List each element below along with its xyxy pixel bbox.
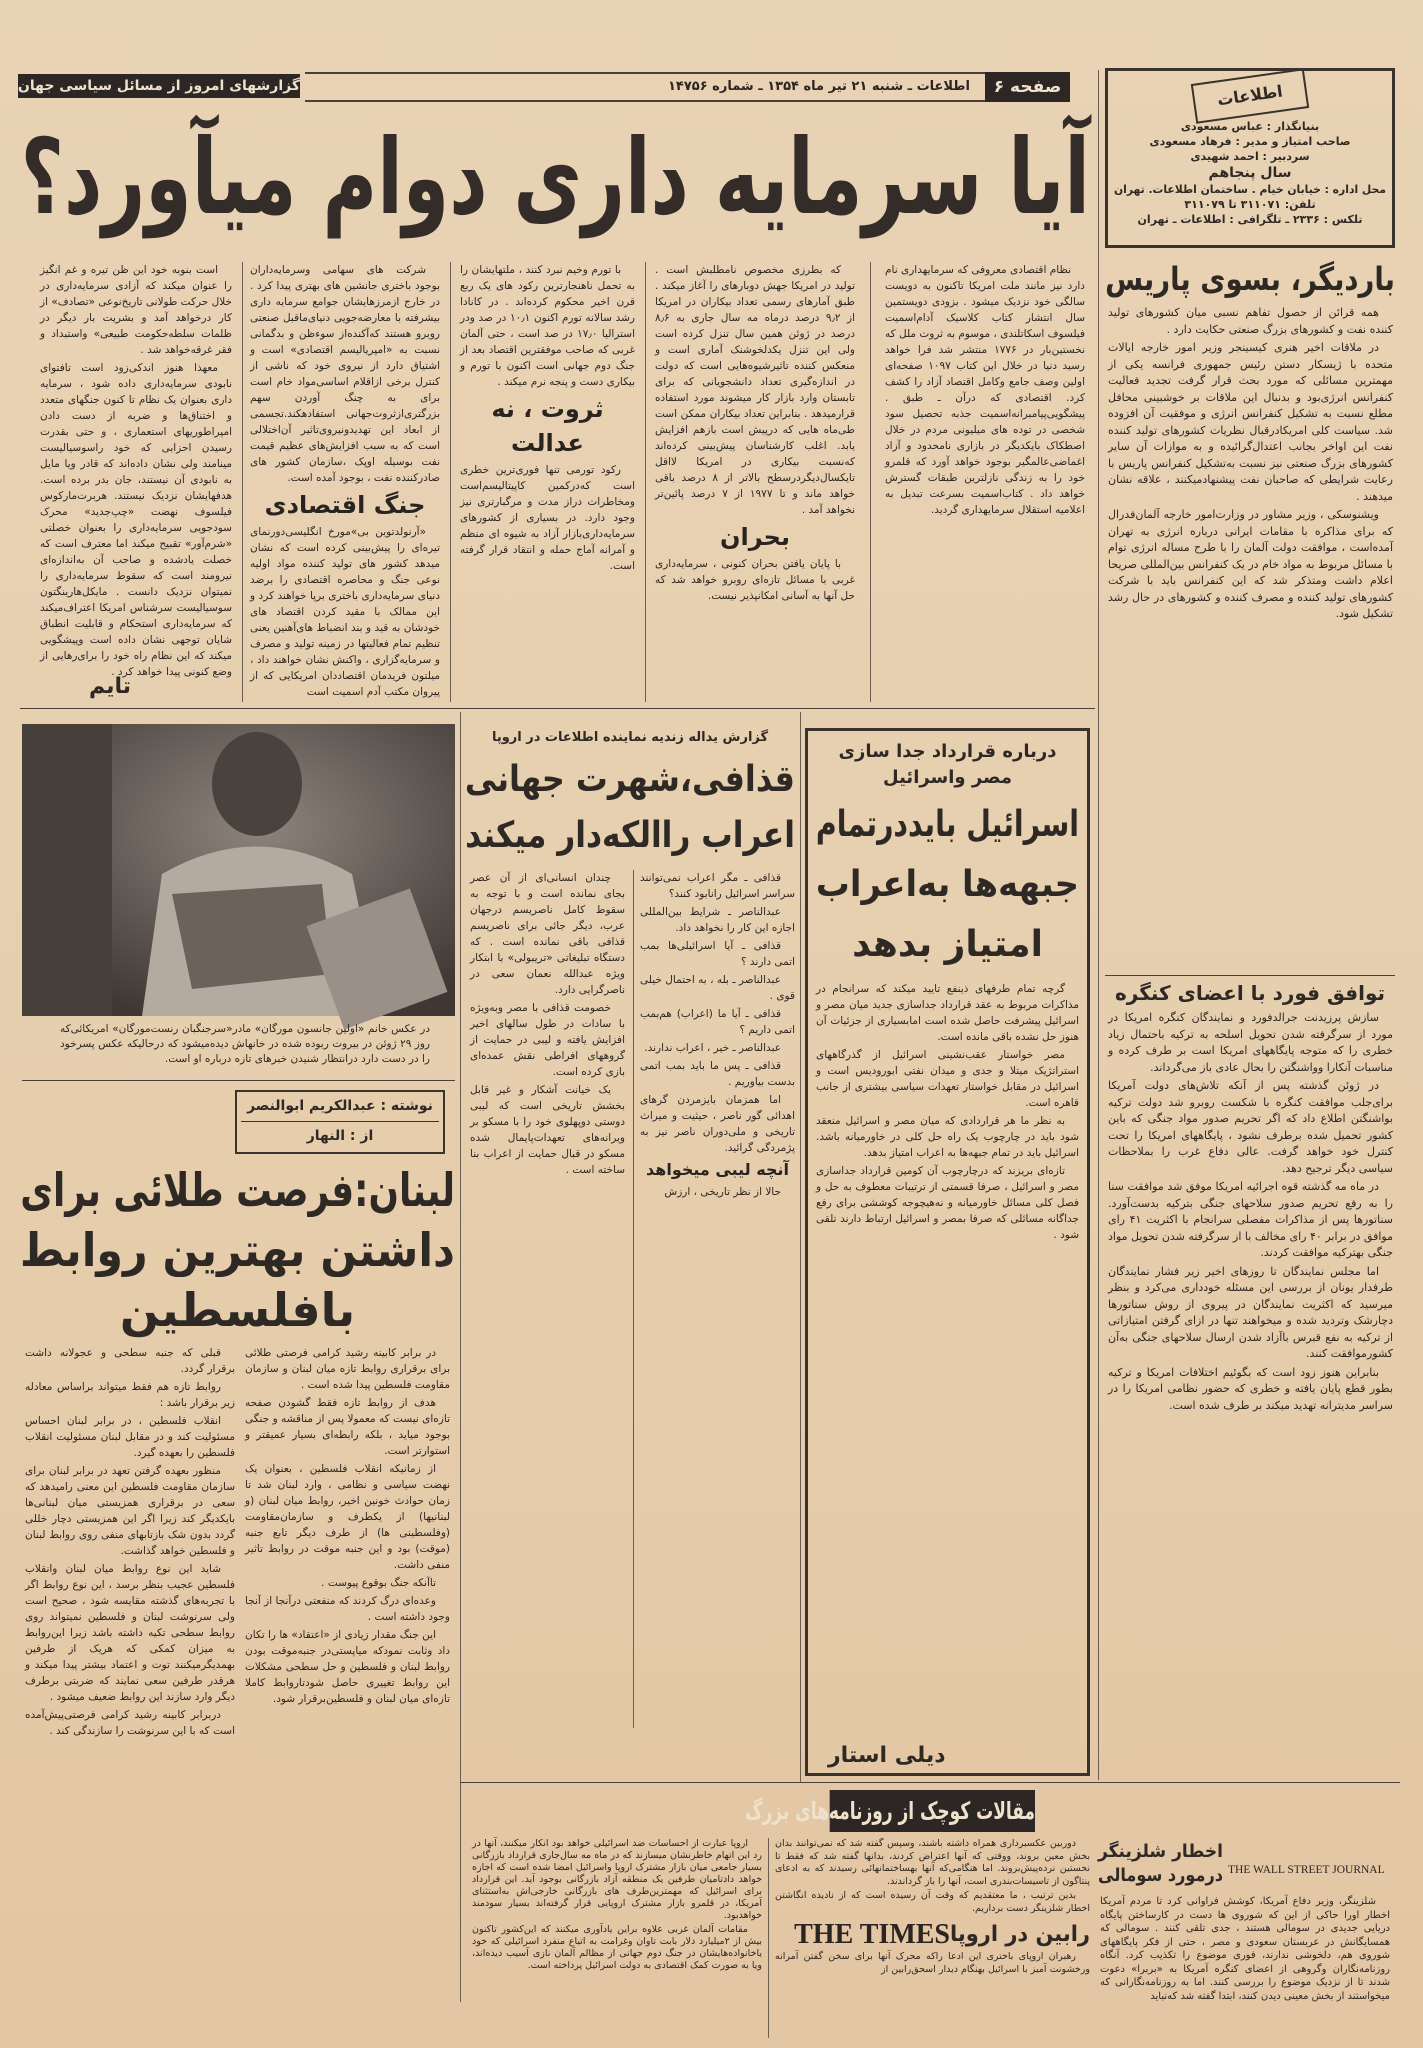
- header-rule-top: [305, 72, 1070, 74]
- column-divider: [450, 262, 451, 702]
- page-number: صفحه ۶: [985, 72, 1070, 102]
- subheading-wealth-not-justice: ثروت ، نه عدالت: [491, 395, 604, 457]
- editor: سردبیر : احمد شهیدی: [1190, 150, 1310, 163]
- lebanon-col-2: [25, 1345, 235, 1995]
- schlesinger-headline-line: اخطار شلزینگر: [1098, 1841, 1223, 1862]
- section-rule: [20, 708, 1095, 709]
- schlesinger-text: [1100, 1895, 1390, 2043]
- photo-woman-holding-portrait: [22, 724, 455, 1016]
- paragraph: انقلاب فلسطین ، در برابر لبنان احساس مسئولیت کند و در مقابل لبنان مسئولیت انقلاب فلسطین را بعهده گیرد.: [25, 1415, 235, 1459]
- camera-times-block: [775, 1838, 1090, 1978]
- paragraph: شلزینگر، وزیر دفاع آمریکا، کوشش فراوانی کرد تا مردم آمریکا اخطار اورا حاکی از این که شوروی ها دست در کارساختن پایگاه دریایی جدیدی در سومالی هستند ، جدی تلقی کنند . سومالی که همسایگانش در عربستان سعودی و مصر ، حتی از فکر پایگاههای شوروی هم، دلخوشی ندارند، فوری موضوع را تکذیب کرد. آنگاه روزنامه‌نگاران وگروهی از اعضای کنگره آمریکا به «بربرا» دعوت شدند تا از نزدیک موضوع را بررسی کنند. اما به روزنامه‌نگارانی که میخواستند از بخش معینی دیدن کنند، ابتدا گفته شد که‌نباید: [1100, 1896, 1390, 2002]
- paragraph: است بنوبه خود این ظن تیره و غم انگیز را عنوان میکند که آزادی سرمایه‌داری در خلال حرکت طولانی تاریخ‌نوعی «تصادف» از کار درخواهد آمد و بشریت بار دیگر در ظلمات سلطه‌حکومت طبیعی» واستبداد و فقر غرقه‌خواهد شد .: [40, 264, 232, 356]
- main-col-4: [250, 262, 440, 702]
- dateline: اطلاعات ـ شنبه ۲۱ تیر ماه ۱۳۵۴ ـ شماره ۱۴۷۵۶: [667, 79, 970, 94]
- paragraph: بدین ترتیب ، ما معتقدیم که وقت آن رسیده است که از نادیده انگاشتن اخطار شلزینگر دست برداریم.: [775, 1890, 1090, 1914]
- paragraph: تازه‌ای بریزند که درچارچوب آن کومین قرارداد جداسازی مصر و اسرائیل ، صرفا قسمتی از ترتیبات معطوف به حل و فصل کلی مسائل خاورمیانه و نه‌هیچوجه کوششی برای رفع جداگانه مسائلی که صرفا بمصر و اسرائیل ارتباط دارند تلقی شود .: [816, 1165, 1079, 1241]
- paragraph: این جنگ مقدار زیادی از «اعتقاد» ها را تکان داد وثابت نمودکه میاپستی‌در جنبه‌موقت بودن روابط لبنان و فلسطین و حل سطحی مشکلات این روابط تغییری حاصل شودتاروابط کاملا تازه‌ای میان لبنان و فلسطین‌برقرار شود.: [245, 1629, 450, 1705]
- rule: [460, 1782, 1400, 1783]
- egypt-headline-line: امتیاز بدهد: [852, 924, 1043, 965]
- newspaper-logo: [1191, 68, 1309, 123]
- lebanon-headline-line: لبنان:فرصت طلائی برای: [20, 1163, 455, 1217]
- caption-text: در عکس خانم «اولین جانسون مورگان» مادر«سرجنگبان رنست‌مورگان» امریکائی‌که روز ۲۹ ژوئن در بیروت ربوده شده در خانهاش دیده‌میشود که درحالیکه عکس پسرخود را در دست دارد درانتظار شنیدن خبرهای تازه درباره او است.: [60, 1023, 430, 1065]
- paragraph: در ملاقات اخیر هنری کیسینجر وزیر امور خارجه ایالات متحده با ژیسکار دستن رئیس جمهوری فرانسه یکی از مهمترین مسائلی که مورد بحث قرار گرفت تجدید فعالیت کنفرانس انرژی‌بود و بدنبال این ملاقات بر خوشبینی محافل مطلع نسبت به تشکیل کنفرانس انرژی و موفقیت آن افزوده شد. سیاست کلی امریکادرقبال نظریات کشورهای تولید کننده نفت این اواخر بجانب اعتدال‌گرائیده و به موازات آن سایر کشورهای بزرگ صنعتی نیز نسبت به‌تشکیل کنفرانس پاریس با رعایت شرایطی که صاحبان نفت پیشنهادمیکنند ، علاقه نشان میدهند .: [1108, 341, 1393, 503]
- main-col-5: [40, 262, 232, 678]
- source-time: تایم: [88, 674, 132, 699]
- author: نوشته : عبدالکریم ابوالنصر: [241, 1092, 439, 1122]
- paris-text: [1108, 305, 1393, 973]
- paragraph: با تورم وخیم نبرد کنند ، ملتهایشان را به تحمل ناهنجارترین رکود های یک ربع قرن اخیر محکوم کرده‌اند . در کانادا رشد سالانه تورم اکنون ۱۰٫۱ در صد ودر استرالیا ۱۷٫۰ در صد است ، حتی آلمان غربی که صاحب موفقترین اقتصاد بعد از جنگ دوم جهانی است اکنون با تورم و بیکاری دست و پنجه نرم میکند .: [460, 264, 636, 388]
- paragraph: معهذا هنوز اندکی‌زود است تافتوای نابودی سرمایه‌داری داده شود ، سرمایه داری بعنوان یک نظام تا کنون جنگهای متعدد و اختناق‌ها و ضربه از دست دادن امپراطوریهای استعماری ، و حتی بقدرت رسیدن احزابی که خود راسوسیالیست مینامند ولی نشان داده‌اند که قادر ویا مایل به نابودی آن نیستند، جان بدر برده است. هدفهایشان نزدیک نیستند. هربرت‌مارکوس فیلسوف نهضت «چپ‌جدید» محرک سودجویی سرمایه‌داری را بعنوان خصلتی «شرم‌آور» تقبیح میکند اما معترف است که خصلت یادشده و صاحب آن به‌اندازه‌ای نیرومند است که سقوط سرمایه‌داری را نمیتوان نزدیک دانست . مایکل‌هارینگتون سوسیالیست سرشناس امریکا اعتراف‌میکند که سرمایه‌داری استحکام و قابلیت انطباق شایان توجهی نشان داده است وپیشگویی میکند که این نظام راه خود را برای‌رهایی از وضع کنونی پیدا خواهد کرد .: [40, 362, 232, 678]
- paragraph: گرچه تمام طرفهای ذینفع تایید میکند که سرانجام در مذاکرات مربوط به عقد قرارداد جداسازی جدید میان مصر و اسرائیل پیشرفت حاصل شده است امابسیاری از جزئیات آن هنوز حل نشده باقی مانده است.: [816, 983, 1079, 1043]
- paragraph: مصر خواستار عقب‌نشینی اسرائیل از گذرگاههای استراتژیک میتلا و جدی و میدان نفتی ابورودیس است و اسرائیل در مقابل خواستار تعهدات سیاسی بیشتری از جانب قاهره است.: [816, 1049, 1079, 1109]
- gaddafi-col-2: [470, 870, 625, 1728]
- phone: تلفن: ۳۱۱۰۷۱ تا ۳۱۱۰۷۹: [1184, 198, 1316, 211]
- publisher: صاحب امتیاز و مدیر : فرهاد مسعودی: [1149, 135, 1351, 148]
- column-divider: [1098, 70, 1099, 1780]
- small-articles-banner: مقالات کوچک از روزنامه‌های بزرگ: [830, 1790, 1035, 1832]
- paragraph: دوربین عکسبرداری همراه داشته باشند، وسپس گفته شد که نمی‌توانند بدان بخش معین بروند، ووقتی که آنها اعتراض کردند، بدانها گفته شد که فقط تا نخستین نرده‌پیش‌بروند. اما هنگامی‌که آنها بهساختمانهائی رسیدند که به ادعای پنتاگون از تاسیسات‌بندری است، آنها را باز گرداندند.: [775, 1838, 1090, 1887]
- paragraph: شاید این نوع روابط میان لبنان وانقلاب فلسطین عجیب بنظر برسد ، این نوع روابط اگر با تجربه‌های گذشته مقایسه شود ، صحیح است ولی سرنوشت لبنان و فلسطین نمیتواند روی روابط سطحی تکیه داشته باشد زیرا این‌روابط به میزان کمکی که هریک از طرفین بهمدیگرمیکنند توت و اعتماد بیشتر پیدا میکند و هرقدر طرفین سعی نمایند که ضربتی برطرف دیگر وارد سازند این روابط ضعیف میشود .: [25, 1563, 235, 1703]
- lebanon-headline-line: داشتن بهترین روابط: [19, 1223, 456, 1277]
- lebanon-col-1: [245, 1345, 450, 1995]
- founder: بنیانگذار : عباس مسعودی: [1180, 120, 1320, 133]
- paragraph: دربرابر کابینه رشید کرامی فرصتی‌پیش‌آمده است که با این سرنوشت را سازندگی کند .: [25, 1709, 235, 1737]
- paragraph: همه قرائن از حصول تفاهم نسبی میان کشورهای تولید کننده نفت و کشورهای بزرگ صنعتی حکایت دارد .: [1108, 306, 1393, 336]
- paragraph: رهبران اروپای باختری این ادعا راکه محرک آنها برای سخن گفتن آمرانه ورخشونت آمیز با اسرائیل بهنگام دیدار اسحق‌رابین از: [775, 1951, 1090, 1975]
- paragraph: رکود تورمی تنها فوری‌ترین خطری است که‌درکمین کاپیتالیسم‌است ومخاطرات دراز مدت و مرگبارتری نیز وجود دارد. در بسیاری از کشورهای سرمایه‌داری‌بازار آزاد به شیوه ای منظم و آمرانه آماج حمله و انتقاد قرار گرفته است.: [460, 464, 635, 572]
- paragraph: یک خیانت آشکار و غیر قابل بخشش تاریخی است که لیبی دوستی دوپهلوی خود را با مسکو بر ویرانه‌های تعهدات‌پایمال شده مسکو در قبال حمایت از اعراب بنا ساخته است .: [470, 1084, 625, 1176]
- column-divider: [870, 262, 871, 702]
- paragraph: اما همزمان بایزمردن گرهای اهدائی گور ناصر ، حیثیت و میراث تاریخی و ملی‌دوران ناصر نیز به پژمردگی گرائید.: [640, 1094, 795, 1154]
- main-col-3: [460, 262, 635, 702]
- paragraph: به نظر ما هر قراردادی که میان مصر و اسرائیل منعقد شود باید در چارچوب یک راه حل کلی در خاورمیانه باشد. اسرائیل باید در تمام جبهه‌ها به اعراب امتیاز بدهد.: [816, 1115, 1079, 1159]
- paragraph: خصومت قذافی با مصر وبه‌ویژه با سادات در طول سالهای اخیر افزایش یافته و لیبی در حمایت از گروههای افراطی نقش عمده‌ای بازی کرده است.: [470, 1002, 625, 1078]
- news-photo: [22, 724, 455, 1016]
- column-divider: [460, 712, 461, 2002]
- paragraph: در برابر کابینه رشید کرامی فرصتی طلائی برای برقراری روابط تازه میان لبنان و سازمان مقاومت فلسطین پیدا شده است .: [245, 1347, 450, 1391]
- logo-text: اطلاعات: [1216, 81, 1284, 110]
- paragraph: چندان انسانی‌ای از آن عصر بجای نمانده است و با توجه به سقوط کامل ناصریسم درجهان عرب، دیگر جائی برای ناصریسم قذافی باقی نمانده است . که دستگاه تبلیغاتی «تریبولی» با ابتکار ویژه عبدالله نعمان سعی در ناصرگرایی دارد.: [470, 872, 625, 996]
- schlesinger-headline-line: درمورد سومالی: [1098, 1865, 1223, 1886]
- egypt-headline-line: اسرائیل بایددرتمام: [815, 804, 1079, 845]
- header-rule-bottom: [305, 100, 1070, 102]
- europe-column: [472, 1838, 762, 2045]
- source-daily-star: دیلی استار: [828, 1743, 946, 1768]
- paragraph: منظور بعهده گرفتن تعهد در برابر لبنان برای سازمان مقاومت فلسطین این معنی رامیدهد که سعی در برقراری همزیستی میان لبنانی‌ها بایکدیگر کند زیرا اگر این همزیستی دچار خللی گردد بدون شک بازتابهای منفی روی روابط لبنان و فلسطین خواهد گذاشت.: [25, 1465, 235, 1557]
- column-divider: [633, 870, 634, 1728]
- gaddafi-col-1: [640, 870, 795, 1728]
- column-divider: [242, 262, 243, 702]
- section-label: گزارشهای امروز از مسائل سیاسی جهان: [18, 74, 300, 98]
- paragraph: اما مجلس نمایندگان تا روزهای اخیر زیر فشار نمایندگان طرفدار یونان از بررسی این مسئله خودداری می‌کرد و بنظر میرسید که اکثریت نمایندگان در پیروی از روش سناتورها دچارشک وتردید شده و میخواهند تنها در ازای گرفتن امتیازاتی از ترکیه به نفع قبرس باآزاد شدن ارسال سلاحهای جنگی به‌آن کشورموافقت کنند.: [1108, 1264, 1393, 1360]
- masthead-box: [1105, 68, 1395, 248]
- gaddafi-kicker: گزارش یداله زندیه نماینده اطلاعات در اروپا: [491, 730, 769, 745]
- egypt-text: [816, 981, 1079, 1739]
- paragraph: مقامات آلمان غربی علاوه براین یادآوری میکنند که این‌کشور تاکنون بیش از ۲میلیارد دلار بابت تاوان وغرامت به اتباع منفرد اسرائیلی که خود یاخانواده‌هایشان در جنگ دوم جهانی از مظالم آلمان نازی آسیب دیده‌اند، ویا به صورت کمک اقتصادی به دولت اسرائیل پرداخته است.: [472, 1924, 762, 1971]
- wsj-logo: THE WALL STREET JOURNAL: [1228, 1864, 1385, 1876]
- main-col-1: [885, 262, 1085, 702]
- rabin-headline: رابین در اروپا: [949, 1922, 1090, 1947]
- paragraph: هدف از روابط تازه فقط گشودن صفحه تازه‌ای نیست که معمولا پس از مناقشه و جنگی بوجود میاید ، بلکه رابطه‌ای بسیار عمیقتر و استوارتر است.: [245, 1397, 450, 1457]
- paragraph: روابط تازه هم فقط میتواند براساس معادله زیر برقرار باشد :: [25, 1381, 235, 1409]
- subheading-crisis: بحران: [720, 523, 790, 551]
- egypt-kicker-line: مصر واسرائیل: [883, 767, 1012, 788]
- rule: [22, 1080, 455, 1081]
- main-col-2: [655, 262, 855, 702]
- ford-congress-headline: توافق فورد با اعضای کنگره: [1114, 981, 1386, 1005]
- paragraph: بنابراین هنوز زود است که بگوئیم اختلافات امریکا و ترکیه بطور قطع پایان یافته و خطری که حضور نظامی امریکا را در سراسر مدیترانه تهدید میکند بر طرف شده است.: [1108, 1365, 1393, 1412]
- paragraph: عبدالناصر ـ خیر ، اعراب ندارند.: [644, 1042, 781, 1054]
- source-annahar: از : النهار: [306, 1128, 374, 1144]
- paragraph: ویشنوسکی ، وزیر مشاور در وزارت‌امور خارجه آلمان‌فدرال که برای مذاکره با مقامات ایرانی درباره انرژی به تهران آمده‌است ، موافقت دولت آلمان را با طرح مساله انرژی توام با مسائل مربوط به مواد خام در یک کنفرانس بین‌المللی صریحا اعلام داشت ومتذکر شد که این کنفرانس باید با شرکت کشورهای تولید کننده و مصرف کننده و کشورهای در حال رشد تشکیل شود.: [1108, 508, 1393, 620]
- lebanon-headline-line: بافلسطین: [119, 1283, 356, 1337]
- gaddafi-headline-line: قذافی،شهرت جهانی: [464, 759, 795, 800]
- paragraph: قذافی ـ پس ما باید بمب اتمی بدست بیاوریم .: [640, 1060, 795, 1088]
- paragraph: که بطرزی مخصوص نامطلبش است . تولید در امریکا جهش دوبارهای را آغاز میکند . طبق آمارهای رسمی تعداد بیکاران در امریکا از ۹٫۲ درصد درماه مه سال جاری به ۸٫۶ درصد در ژوئن همین سال تنزل کرده است ولی این تنزل یکدلخوشنک آماری است و منعکس کننده تاثیرشیوه‌هایی است که دولت در اندازه‌گیری تعداد دانشجویانی که برای تابستان وارد بازار کار میشوند مورد استفاده قرارمیدهد . بنابراین تعداد بیکاران ممکن است طی‌ماه هایی که درپیش است بازهم افزایش یابد. اغلب کارشناسان پیش‌بینی کرده‌اند که‌نسبت بیکاری در امریکا لااقل تایکسال‌دیگردرسطح بالاتر از ۸ درصد باقی خواهد ماند و تا ۱۹۷۷ از ۷ درصد پائین‌تر نخواهد آمد .: [655, 264, 855, 516]
- column-divider: [768, 1838, 769, 2038]
- subheading-what-libya-wants: آنچه لیبی میخواهد: [646, 1160, 789, 1179]
- paragraph: از زمانیکه انقلاب فلسطین ، بعنوان یک نهضت سیاسی و نظامی ، وارد لبنان شد تا زمان حوادث خونین اخیر، روابط میان لبنان (و لبنانیها) از یکطرف و سازمان‌مقاومت (وفلسطینی ها) از طرف دیگر تابع جنبه (موقت) بود و این جنبه موقت در روابط تاثیر منفی داشت.: [245, 1463, 450, 1571]
- column-divider: [645, 262, 646, 702]
- photo-caption: [60, 1022, 430, 1076]
- volume-year: سال پنجاهم: [1208, 165, 1292, 181]
- address: محل اداره : خیابان خیام . ساختمان اطلاعات. تهران: [1113, 183, 1386, 196]
- rule: [1105, 975, 1395, 976]
- paragraph: در ژوئن گذشته پس از آنکه تلاش‌های دولت آمریکا برای‌جلب موافقت کنگره با شکست روبرو شد دولت ترکیه بواشنگتن اطلاع داد که اگر تحریم صدور مواد جنگی که باین کشور تحمیل شده برطرف نشود ، پایگاههای امریکا را تحت کنترل خود خواهد گرفت. عالی دفاع غرب را بملاحظات سیاسی دیگر ترجیح دهد.: [1108, 1079, 1393, 1175]
- paragraph: «آرنولدتوین بی»مورخ انگلیسی‌دورنمای تیره‌ای را پیش‌بینی کرده است که نشان میدهد کشور های تولید کننده مواد اولیه نوعی جنگ و محاصره اقتصادی را برضد دنیای سرمایه‌داری باختری برپا خواهند کرد و این ممالک با مقید کردن اقتصاد های خودشان به قید و بند انضباط های‌آهنین یعنی تنظیم تمام فعالیتها در زمینه تولید و مصرف و سرمایه‌گزاری ، واکنش نشان خواهند داد ، میلتون فریدمان اقتصاددان امریکایی که از پیروان مکتب آدم اسمیت است: [250, 526, 440, 698]
- paris-headline: باردیگر، بسوی پاریس: [1105, 260, 1395, 298]
- paragraph: در ماه مه گذشته قوه اجرائیه امریکا موفق شد موافقت سنا را به رفع تحریم صدور سلاحهای جنگی بترکیه بدست‌آورد. سناتورها پس از مذاکرات مفصلی سرانجام با اکثریت ۴۱ رای موافق در برابر ۴۰ رای مخالف با از سرگرفته شدن تحویل مواد جنگی بهترکیه موافقت کردند.: [1108, 1180, 1393, 1259]
- paragraph: سازش پرزیدنت جرالدفورد و نمایندگان کنگره امریکا در مورد از سرگرفته شدن تحویل اسلحه به ترکیه باحتمال زیاد خطری را که متوجه پایگاههای امریکا است بر طرف کرده و مناسبات آنکارا وواشنگتن را بحال عادی باز می‌گرداند.: [1108, 1011, 1393, 1074]
- gaddafi-headline-line: اعراب راالکه‌دار میکند: [465, 815, 795, 856]
- paragraph: وعده‌ای درگ کردند که منفعتی درآنجا از آنجا وجود داشته است .: [245, 1595, 450, 1623]
- paragraph: نظام اقتصادی معروفی که سرمایهداری نام دارد نیز مانند ملت امریکا تاکنون به دویست سالگی خود نزدیک میشود . بزودی دویستمین سال انتشار کتاب کلاسیک آدام‌اسمیت فیلسوف اسکاتلندی ، موسوم به ثروت ملل که نخستین‌بار در ۱۷۷۶ منتشر شد فرا خواهد رسید دنیا در خلال این کتاب ۱۰۹۷ صفحه‌ای اولین وصف جامع وکامل اقتصاد آزاد را کشف کرد. اقتصادی که درآن ـ طبق . پیشگویی‌پیامبرانه‌اسمیت جذبه تحصیل سود شخصی در توده های میلیونی مردم در خلال اصطکاک بایکدیگر در بازاری نامحدود و آزاد اغماضی‌عالمگیر بوجود خواهد آورد که قلمرو خود را به زندگی نازلترین طبقات گسترش خواهد داد . کتاب‌اسمیت بسرعت تبدیل به اعلامیه استقلال سرمایهداری گردید.: [885, 264, 1086, 516]
- paragraph: قذافی ـ آیا ما (اعراب) هم‌بمب اتمی داریم ؟: [640, 1008, 795, 1036]
- paragraph: قذافی ـ مگر اعراب نمی‌توانند سراسر اسرائیل رانابود کنند؟: [640, 872, 795, 900]
- times-logo: THE TIMES: [794, 1919, 950, 1950]
- paragraph: تاآنکه جنگ بوقوع پیوست .: [321, 1577, 436, 1589]
- subheading-economic-war: جنگ اقتصادی: [264, 491, 426, 519]
- paragraph: حالا از نظر تاریخی ، ارزش: [664, 1186, 781, 1198]
- ford-text: [1108, 1010, 1393, 1775]
- paragraph: با پایان یافتن بحران کنونی ، سرمایه‌داری غربی با مسائل تازه‌ای روبرو خواهد شد که حل آنها به آسانی امکانپذیر نیست.: [655, 558, 855, 602]
- column-divider: [800, 712, 801, 1782]
- egypt-kicker-line: درباره قرارداد جدا سازی: [838, 741, 1057, 762]
- camera-column: [775, 1838, 1090, 1915]
- main-headline: آیا سرمایه داری دوام میآورد؟: [20, 116, 1091, 238]
- byline-box: [235, 1090, 445, 1154]
- paragraph: اروپا عبارت از احساسات ضد اسرائیلی خواهد بود انکار میکنند، آنها در رد این اتهام خاطرنشان میسازند که در ماه مه سال‌جاری قرارداد بازرگانی بسیار جامعی میان بازار مشترک اروپا واسرائیل امضا شده است که اجازه خواهد دادتامیان طرفین یک منطقه آزاد بازرگانی بوجود آید. این قرارداد برای اسرائیل که مهمترین‌طرف های بازرگانی خارجی‌اش به‌استثنای آمریکا، در قلمرو بازار مشترک اروپایی قرار گرفته‌اند بسیار سودمند خواهدبود.: [472, 1838, 762, 1921]
- rabin-text: [775, 1951, 1090, 1976]
- telex: تلکس : ۲۳۳۶ ـ تلگرافی : اطلاعات ـ تهران: [1137, 213, 1363, 226]
- paragraph: عبدالناصر ـ شرایط بین‌المللی اجازه این کار را نخواهد داد.: [640, 906, 795, 934]
- paragraph: عبدالناصر ـ بله ، به احتمال خیلی قوی .: [640, 974, 795, 1002]
- paragraph: قبلی که جنبه سطحی و عجولانه داشت برقرار گردد.: [25, 1347, 235, 1375]
- egypt-headline-line: جبهه‌ها به‌اعراب: [815, 864, 1079, 905]
- paragraph: قذافی ـ آیا اسرائیلی‌ها بمب اتمی دارند ؟: [640, 940, 795, 968]
- egypt-israel-box: [805, 728, 1090, 1776]
- paragraph: شرکت های سهامی وسرمایه‌داران بوجود باختری جانشین های بهتری پیدا کرد . در خارج ازمرزهایشان جوامع سرمایه داری بیشرفته با معارضه‌جویی دنیای‌ماقبل صنعتی روبرو هستند که‌آکنده‌از سوء‌ظن و بدگمانی نسبت به «امپریالیسم اقتصادی» است و اشتیاق دارد از نیروی خود که ناشی از کنترل برخی ازاقلام اساسی‌مواد خام است برای به چنگ آوردن سهم بزرگتری‌ازثروت‌جهانی استفادهکند.تجسمی از ابعاد این تهدیدونیروی‌تاثیر آن‌اختلالی است که به سبب افزایش‌های عظیم قیمت نفت بوسیله اوپک ،سازمان کشور های صادرکننده نفت ، بوجود آمده است.: [250, 264, 440, 484]
